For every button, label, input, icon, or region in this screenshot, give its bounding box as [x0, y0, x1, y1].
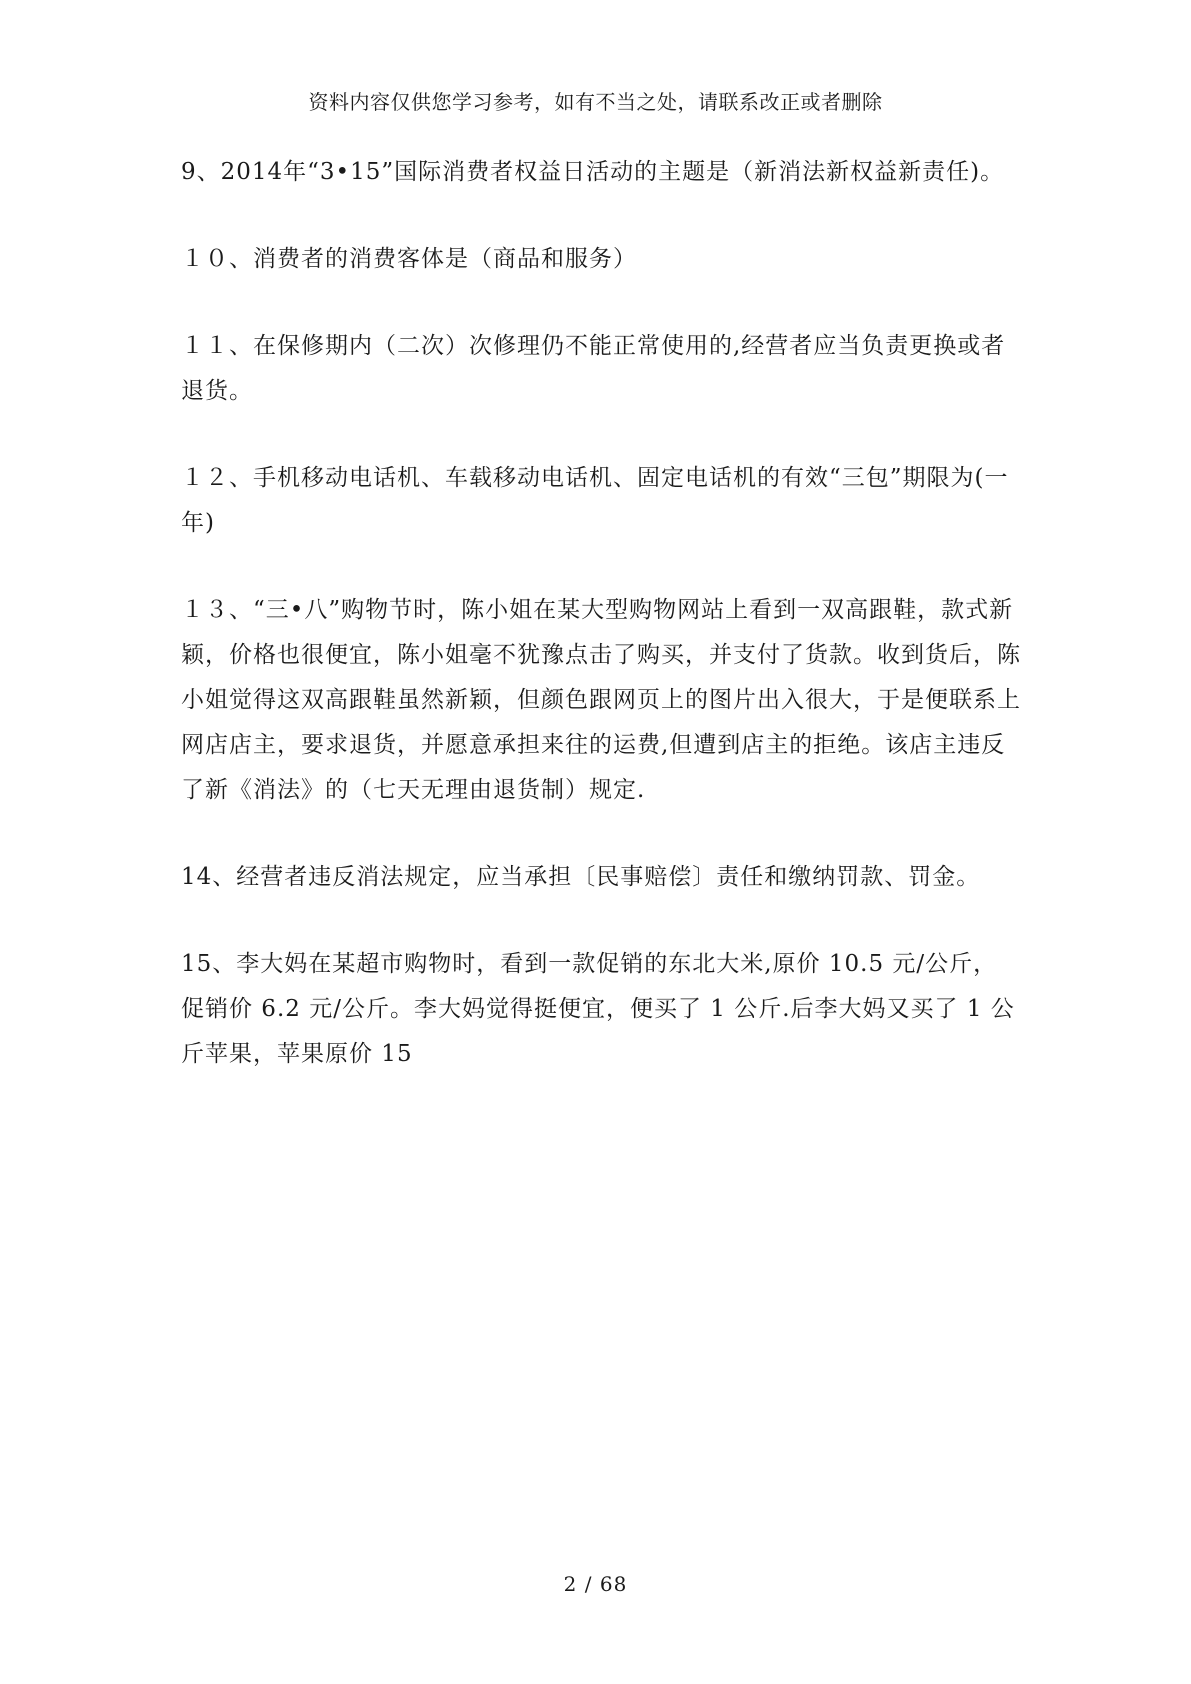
- question-14: 14、经营者违反消法规定，应当承担〔民事赔偿〕责任和缴纳罚款、罚金。: [181, 864, 981, 890]
- question-15: 15、李大妈在某超市购物时，看到一款促销的东北大米,原价 10.5 元/公斤，促销价 6.2 元/公斤。李大妈觉得挺便宜，便买了 1 公斤.后李大妈又买了 1 公斤苹果，苹果原价 15: [181, 951, 1015, 1067]
- question-9: 9、2014年“3•15”国际消费者权益日活动的主题是（新消法新权益新责任)。: [181, 159, 1005, 185]
- page-number: 2 / 68: [563, 1572, 628, 1596]
- question-11: １１、在保修期内（二次）次修理仍不能正常使用的,经营者应当负责更换或者退货。: [181, 333, 1006, 404]
- document-body: [181, 150, 1021, 1119]
- question-13: １３、“三•八”购物节时，陈小姐在某大型购物网站上看到一双高跟鞋，款式新颖，价格也很便宜，陈小姐毫不犹豫点击了购买，并支付了货款。收到货后，陈小姐觉得这双高跟鞋虽然新颖，但颜色跟网页上的图片出入很大，于是便联系上网店店主，要求退货，并愿意承担来往的运费,但遭到店主的拒绝。该店主违反了新《消法》的（七天无理由退货制）规定.: [181, 597, 1021, 803]
- header-disclaimer: 资料内容仅供您学习参考，如有不当之处，请联系改正或者删除: [308, 90, 883, 114]
- question-12: １２、手机移动电话机、车载移动电话机、固定电话机的有效“三包”期限为(一年): [181, 465, 1009, 536]
- question-10: １０、消费者的消费客体是（商品和服务）: [181, 246, 637, 272]
